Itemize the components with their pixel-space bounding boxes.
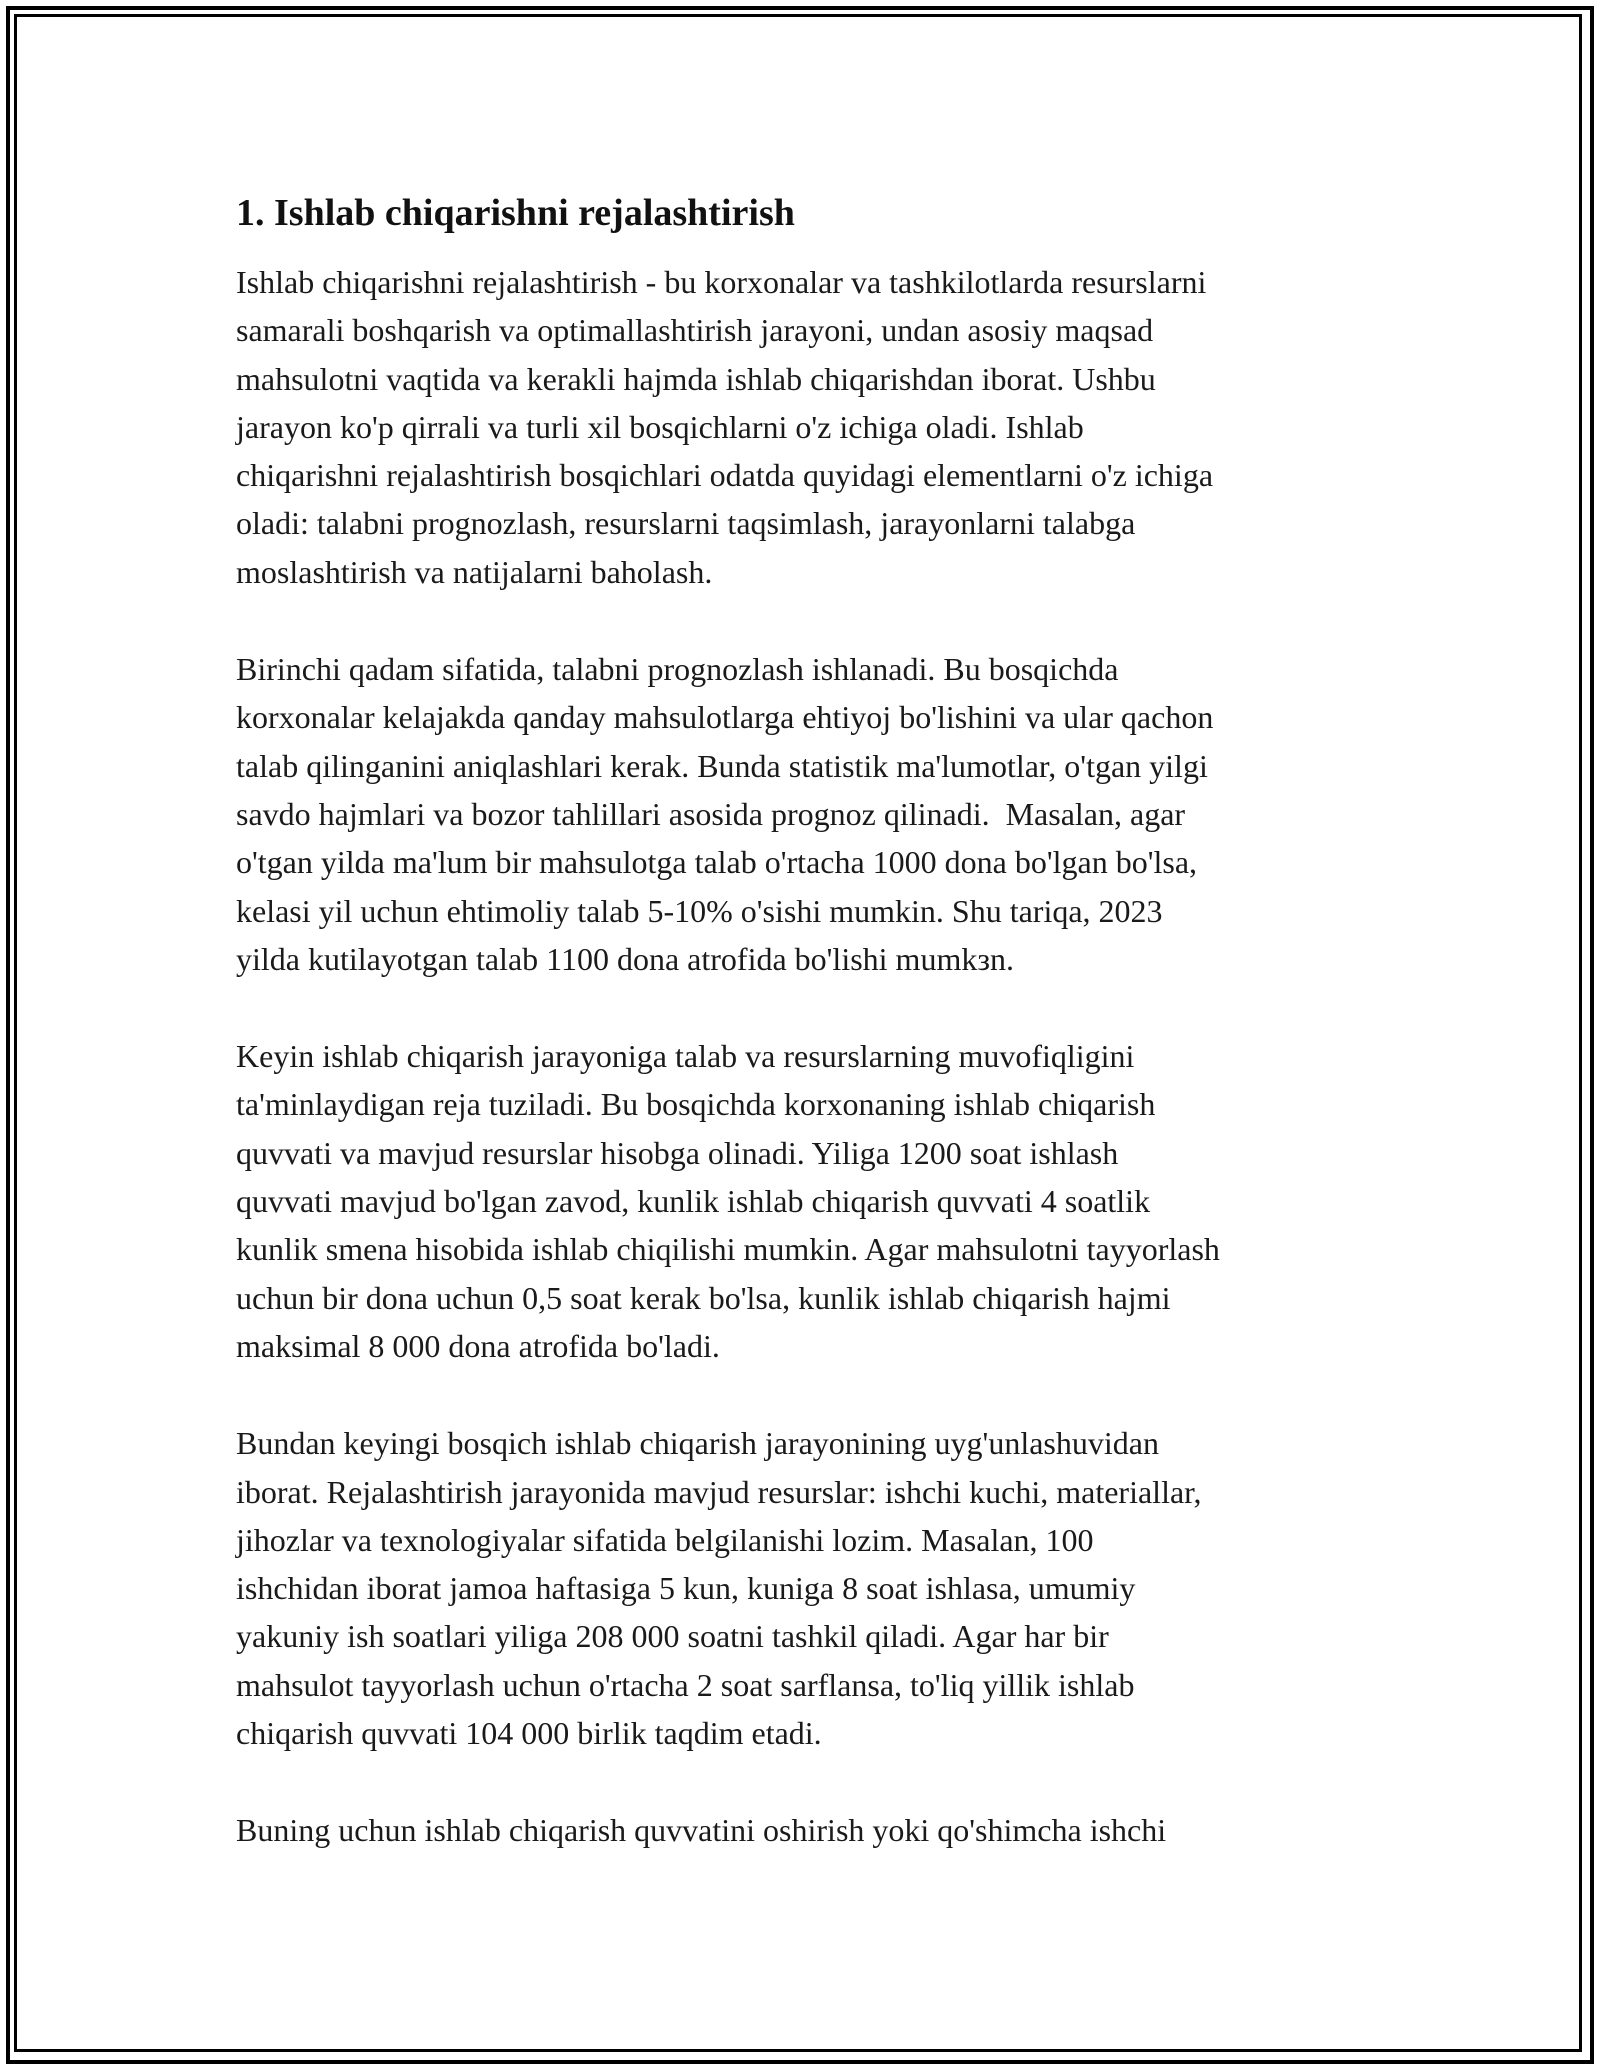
text-line: oladi: talabni prognozlash, resurslarni taqsimlash, jarayonlarni talabga (236, 505, 1136, 542)
text-line: talab qilinganini aniqlashlari kerak. Bunda statistik ma'lumotlar, o'tgan yilgi (236, 747, 1208, 784)
text-line: kunlik smena hisobida ishlab chiqilishi mumkin. Agar mahsulotni tayyorlash (236, 1231, 1220, 1268)
paragraph-1 (236, 258, 1386, 596)
document-body (236, 184, 1386, 1904)
text-line: jihozlar va texnologiyalar sifatida belgilanishi lozim. Masalan, 100 (236, 1521, 1094, 1558)
text-line: Bundan keyingi bosqich ishlab chiqarish jarayonining uyg'unlashuvidan (236, 1425, 1159, 1462)
text-line: o'tgan yilda ma'lum bir mahsulotga talab o'rtacha 1000 dona bo'lgan bo'lsa, (236, 844, 1198, 881)
text-line: Ishlab chiqarishni rejalashtirish - bu korxonalar va tashkilotlarda resurslarni (236, 264, 1207, 300)
text-line: ta'minlaydigan reja tuziladi. Bu bosqichda korxonaning ishlab chiqarish (236, 1086, 1156, 1123)
text-line: chiqarish quvvati 104 000 birlik taqdim etadi. (236, 1715, 822, 1752)
paragraph-3 (236, 1032, 1386, 1370)
text-line: kelasi yil uchun ehtimoliy talab 5-10% o'sishi mumkin. Shu tariqa, 2023 (236, 892, 1163, 929)
text-line: uchun bir dona uchun 0,5 soat kerak bo'lsa, kunlik ishlab chiqarish hajmi (236, 1279, 1171, 1316)
text-line: yakuniy ish soatlari yiliga 208 000 soatni tashkil qiladi. Agar har bir (236, 1618, 1109, 1655)
text-line: Birinchi qadam sifatida, talabni prognozlash ishlanadi. Bu bosqichda (236, 651, 1119, 688)
text-line: korxonalar kelajakda qanday mahsulotlarga ehtiyoj bo'lishini va ular qachon (236, 699, 1214, 736)
text-line: quvvati mavjud bo'lgan zavod, kunlik ishlab chiqarish quvvati 4 soatlik (236, 1183, 1151, 1220)
text-line: quvvati va mavjud resurslar hisobga olinadi. Yiliga 1200 soat ishlash (236, 1134, 1119, 1171)
paragraph-5 (236, 1806, 1386, 1854)
text-line: iborat. Rejalashtirish jarayonida mavjud resurslar: ishchi kuchi, materiallar, (236, 1473, 1202, 1510)
paragraph-2 (236, 645, 1386, 983)
text-line: yilda kutilayotgan talab 1100 dona atrofida bo'lishi mumkзn. (236, 940, 1014, 977)
text-line: maksimal 8 000 dona atrofida bo'ladi. (236, 1327, 720, 1364)
text-line: Buning uchun ishlab chiqarish quvvatini oshirish yoki qo'shimcha ishchi (236, 1812, 1167, 1849)
section-heading: 1. Ishlab chiqarishni rejalashtirish (236, 192, 795, 234)
text-line: savdo hajmlari va bozor tahlillari asosida prognoz qilinadi. Masalan, agar (236, 795, 1186, 832)
paragraph-4 (236, 1419, 1386, 1757)
text-line: Keyin ishlab chiqarish jarayoniga talab va resurslarning muvofiqligini (236, 1038, 1135, 1075)
text-line: mahsulotni vaqtida va kerakli hajmda ishlab chiqarishdan iborat. Ushbu (236, 360, 1156, 397)
text-line: mahsulot tayyorlash uchun o'rtacha 2 soat sarflansa, to'liq yillik ishlab (236, 1666, 1135, 1703)
text-line: chiqarishni rejalashtirish bosqichlari odatda quyidagi elementlarni o'z ichiga (236, 457, 1214, 494)
text-line: ishchidan iborat jamoa haftasiga 5 kun, kuniga 8 soat ishlasa, umumiy (236, 1570, 1136, 1607)
text-line: moslashtirish va natijalarni baholash. (236, 553, 713, 590)
text-line: samarali boshqarish va optimallashtirish jarayoni, undan asosiy maqsad (236, 312, 1154, 349)
text-line: jarayon ko'p qirrali va turli xil bosqichlarni o'z ichiga oladi. Ishlab (236, 408, 1084, 445)
